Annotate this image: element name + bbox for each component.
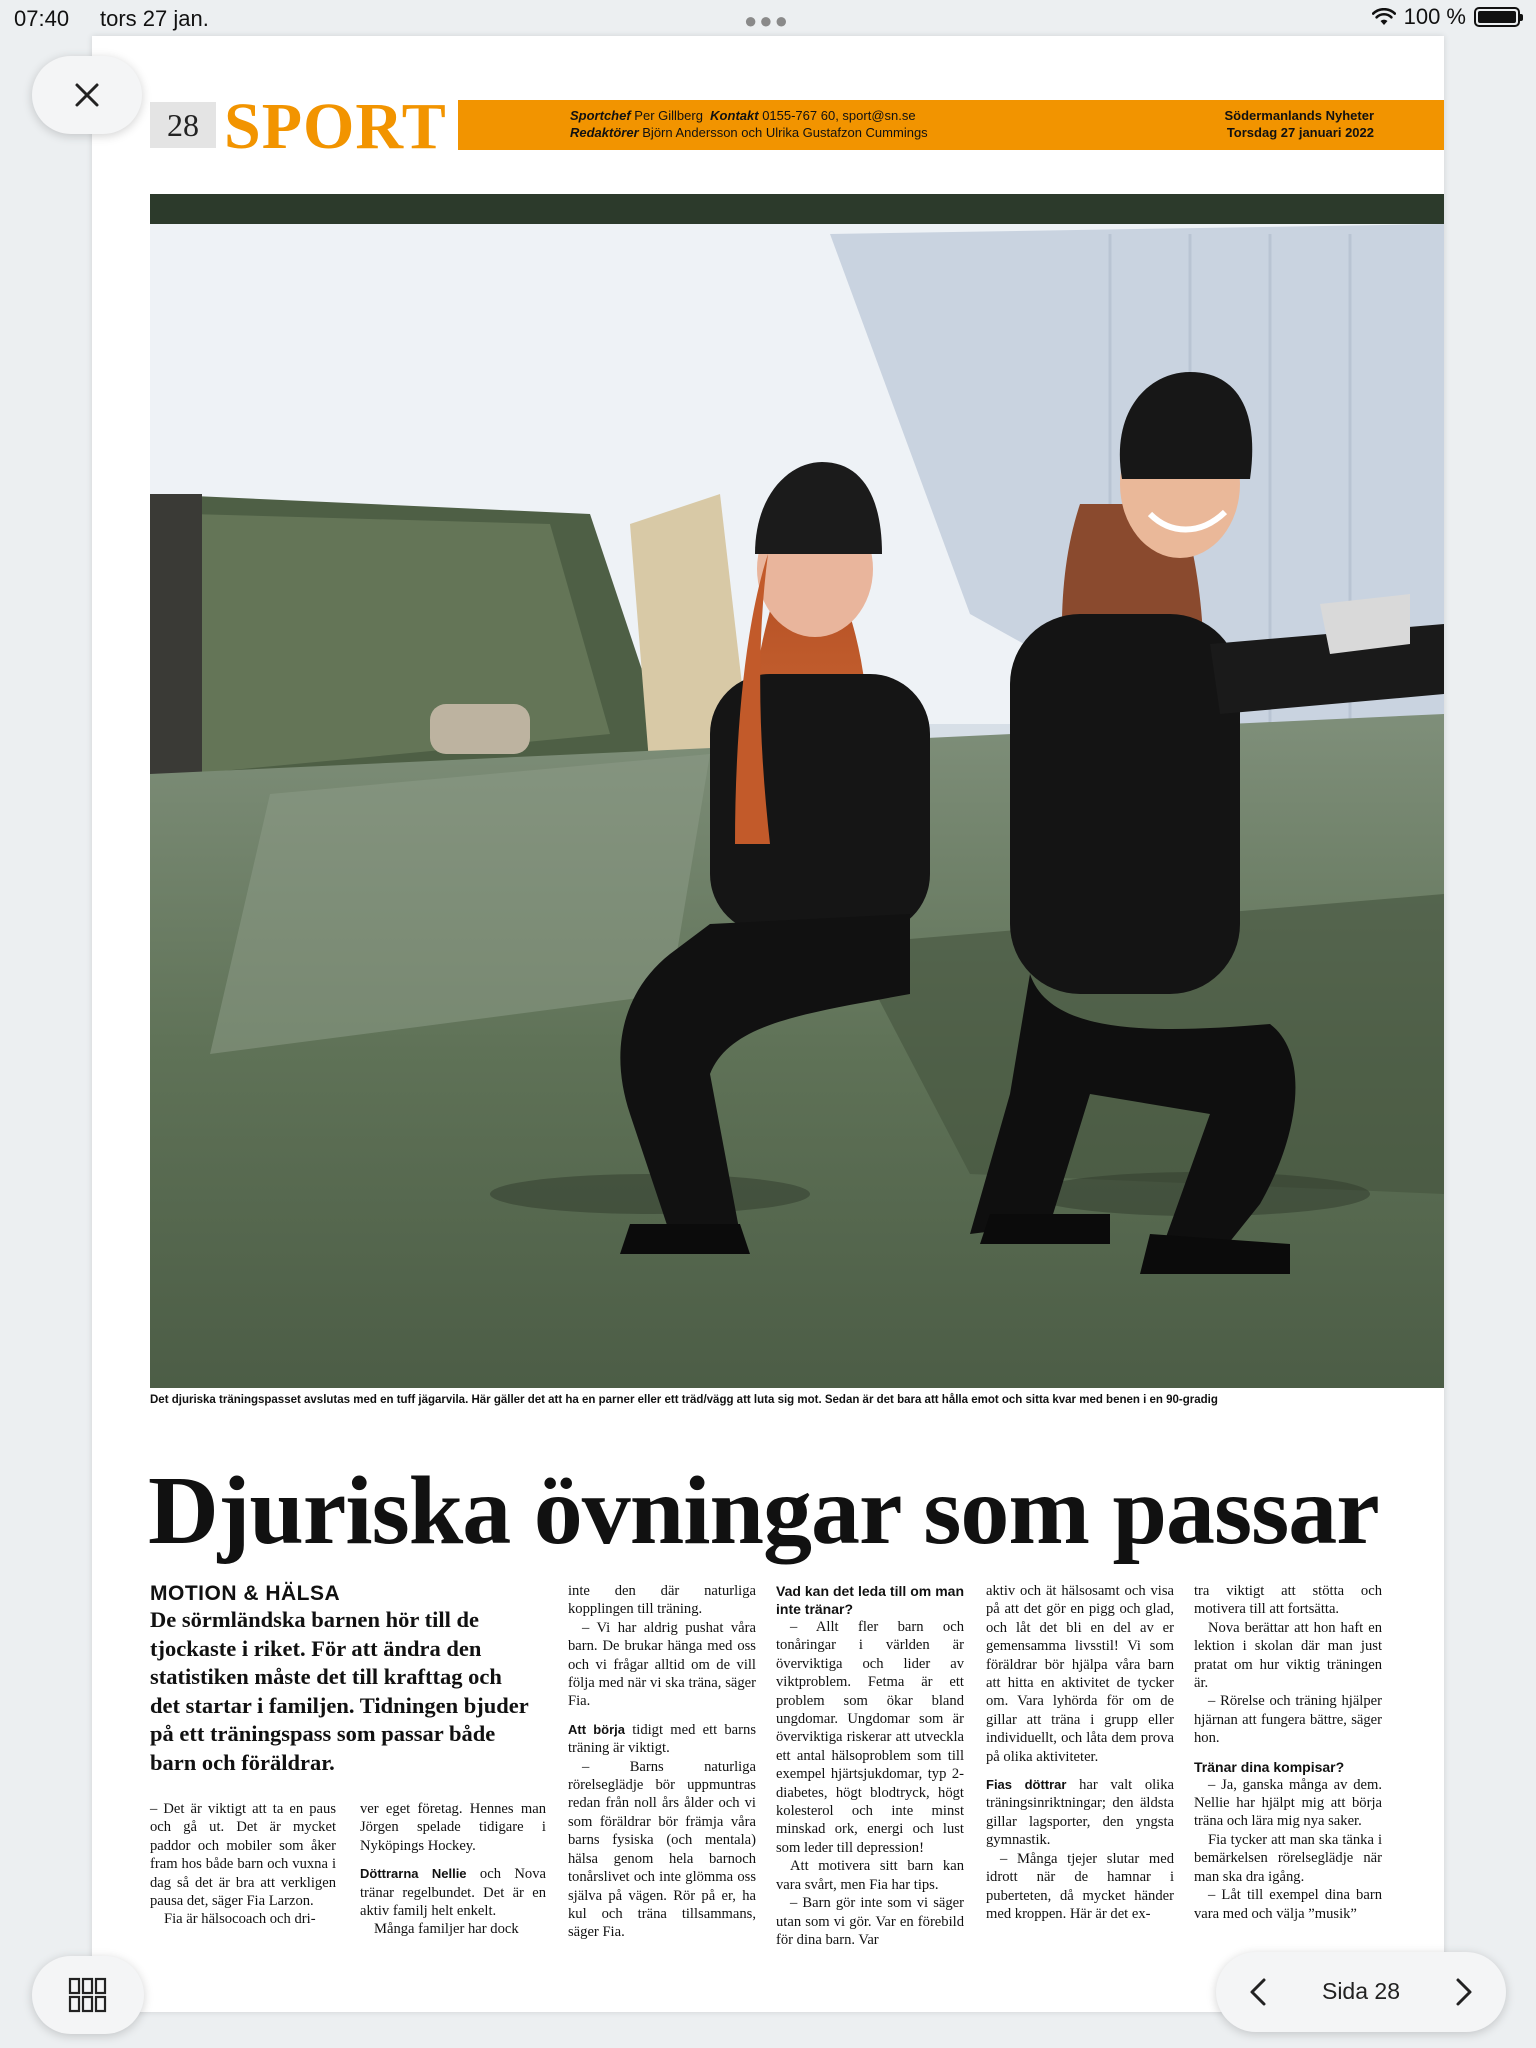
page-grid-button[interactable] (32, 1956, 144, 2034)
article-column-6 (1194, 1582, 1382, 1923)
lead-in: Fias döttrar (986, 1777, 1067, 1793)
next-page-button[interactable] (1442, 1970, 1486, 2014)
article-photo (150, 194, 1444, 1388)
paragraph-text: och Nova tränar regelbundet. Det är en aktiv familj helt enkelt. (360, 1866, 546, 1920)
subheading: Vad kan det leda till om man inte tränar? (776, 1583, 964, 1617)
paper-date: Torsdag 27 januari 2022 (1226, 125, 1374, 140)
article-column-1 (150, 1800, 336, 1929)
paper-info (1224, 107, 1374, 141)
multitask-dots-icon[interactable]: ●●● (744, 8, 790, 33)
header-bar (458, 100, 1444, 150)
article-headline: Djuriska övningar som passar (148, 1457, 1379, 1565)
close-icon (74, 82, 100, 108)
paper-name: Södermanlands Nyheter (1224, 108, 1374, 123)
paragraph: – Allt fler barn och tonåringar i världen är överviktiga och lider av viktproblem. Fetma är ett problem som ökar bland ungdomar. Ungdomar som är överviktiga riskerar att utveckla ett antal hälsoproblem som till exempel hjärtsjukdomar, typ 2-diabetes, högt blodtryck, högt kolesterol och inte minst minskad ork, energi och lust som leder till depression! (776, 1619, 964, 1856)
status-time: 07:40 (14, 6, 70, 31)
paragraph: – Vi har aldrig pushat våra barn. De brukar hänga med oss och vi frågar alltid om de vill följa med när vi ska träna, säger Fia. (568, 1619, 756, 1710)
paragraph: Många familjer har dock (374, 1921, 519, 1938)
page-header (150, 90, 1444, 163)
paragraph: Nova berättar att hon haft en lektion i skolan där man just pratat om hur viktig träningen är. (1194, 1619, 1382, 1692)
paragraph: – Låt till exempel dina barn vara med och välja ”musik” (1194, 1887, 1382, 1922)
paragraph: – Barn gör inte som vi säger utan som vi gör. Var en förebild för dina barn. Var (776, 1895, 964, 1948)
paragraph (568, 1721, 756, 1758)
battery-fill (1478, 11, 1516, 23)
newspaper-page (92, 36, 1444, 2012)
article-column-2 (360, 1800, 546, 1939)
sportchef-name: Per Gillberg (634, 108, 703, 123)
paragraph (360, 1865, 546, 1920)
paragraph: – Det är viktigt att ta en paus och gå ut. Det är mycket paddor och mobiler som åker fram hos både barn och vuxna i dag så det är bra att verkligen pausa det, säger Fia Larzon. (150, 1801, 336, 1910)
paragraph: Att motivera sitt barn kan vara svårt, men Fia har tips. (776, 1858, 964, 1893)
paragraph-text: tidigt med ett barns träning är viktigt. (568, 1721, 756, 1757)
status-date: tors 27 jan. (100, 6, 209, 31)
photo-illustration (150, 194, 1444, 1388)
kontakt-label: Kontakt (710, 108, 759, 123)
article-ingress: De sörmländska barnen hör till de tjockaste i riket. För att ändra den statistiken måste det till krafttag och det startar i familjen. Tidningen bjuder på ett träningspass som passar både barn och föräldrar. (150, 1607, 529, 1775)
article-column-3 (568, 1582, 756, 1942)
paragraph: – Barns naturliga rörelseglädje bör uppmuntras redan från noll års ålder och vi som föräldrar bör främja våra barns fysiska (och mentala) hälsa genom hela barnoch tonårslivet och inte glömma oss själva på vägen. Rör på er, ha kul och träna tillsammans, säger Fia. (568, 1758, 756, 1941)
article-column-5 (986, 1582, 1174, 1923)
chevron-right-icon (1455, 1977, 1473, 2007)
paragraph: aktiv och ät hälsosamt och visa på att det gör en pigg och glad, och låt det bli en del av er gemensamma livsstil! Vi som föräldrar bör hjälpa våra barn att hitta en aktivitet de tycker om. Vara lyhörda för om de gillar att träna i grupp eller individuellt, och låta dem prova på olika aktiviteter. (986, 1583, 1174, 1765)
wifi-icon (1372, 8, 1396, 26)
paragraph: Fia tycker att man ska tänka i bemärkelsen rörelseglädje när man ska dra igång. (1194, 1831, 1382, 1885)
redaktorer-names: Björn Andersson och Ulrika Gustafzon Cummings (642, 125, 928, 140)
paragraph: inte den där naturliga kopplingen till träning. (568, 1583, 756, 1618)
paragraph (986, 1776, 1174, 1850)
page-number: 28 (150, 102, 216, 148)
sportchef-label: Sportchef (570, 108, 631, 123)
kontakt-value: 0155-767 60, sport@sn.se (762, 108, 916, 123)
page-navigator (1216, 1952, 1506, 2032)
section-title: SPORT (224, 90, 447, 163)
paragraph: – Ja, ganska många av dem. Nellie har hjälpt mig att börja träna och lära mig nya saker. (1194, 1776, 1382, 1830)
article-kicker: MOTION & HÄLSA (150, 1582, 341, 1605)
paragraph: – Rörelse och träning hjälper hjärnan att fungera bättre, säger hon. (1194, 1693, 1382, 1747)
photo-caption: Det djuriska träningspasset avslutas med en tuff jägarvila. Här gäller det att ha en parner eller ett träd/vägg att luta sig mot. Sedan är det bara att hålla emot och sitta kvar med benen i en 90-gradig (150, 1394, 1218, 1406)
editorial-contacts (570, 107, 928, 141)
lead-in: Döttrarna Nellie (360, 1866, 467, 1882)
paragraph-text: har valt olika träningsinriktningar; den äldsta gillar lagsporter, den yngsta gymnastik. (986, 1777, 1174, 1849)
paragraph: tra viktigt att stötta och motivera till att fortsätta. (1194, 1583, 1382, 1618)
close-button[interactable] (32, 56, 142, 134)
redaktorer-label: Redaktörer (570, 125, 639, 140)
paragraph: ver eget företag. Hennes man Jörgen spelade tidigare i Nyköpings Hockey. (360, 1801, 546, 1854)
status-indicators (1372, 4, 1520, 30)
battery-icon (1474, 7, 1520, 27)
article-column-4 (776, 1582, 964, 1949)
paragraph: Fia är hälsocoach och dri- (164, 1911, 316, 1928)
paragraph: – Många tjejer slutar med idrott när de hamnar i puberteten, då mycket händer med kroppen. Här är det ex- (986, 1850, 1174, 1922)
lead-in: Att börja (568, 1721, 626, 1737)
subheading: Tränar dina kompisar? (1194, 1758, 1345, 1775)
status-bar (0, 0, 1536, 36)
battery-percent: 100 % (1403, 4, 1466, 29)
page-indicator: Sida 28 (1321, 1978, 1400, 2004)
grid-icon (68, 1977, 108, 2013)
